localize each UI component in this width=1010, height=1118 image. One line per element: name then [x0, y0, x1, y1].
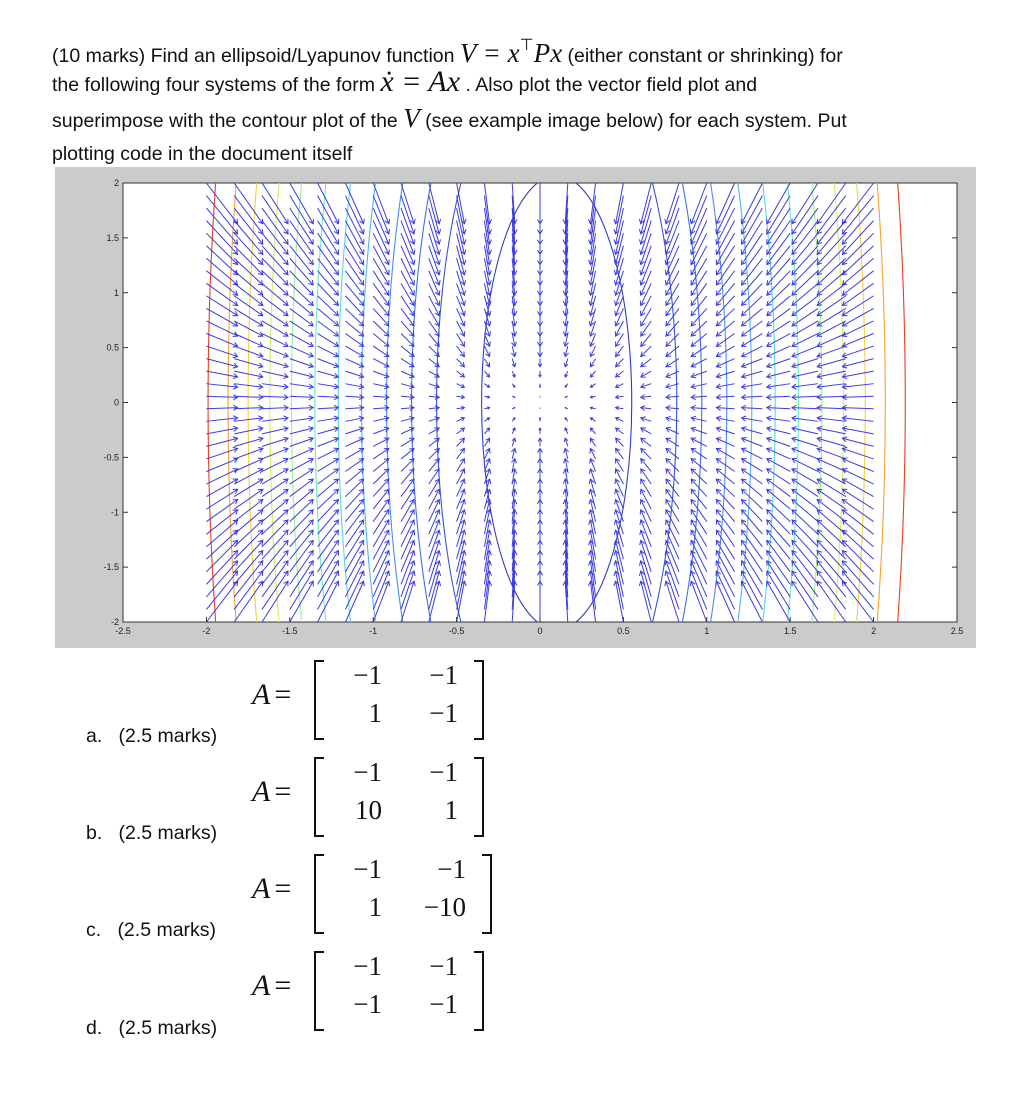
item-marks: (2.5 marks) [118, 822, 218, 844]
formula-px: Px [533, 38, 563, 68]
cell-12: −1 [429, 660, 458, 690]
cell-21: 1 [368, 892, 382, 922]
x-tick-label: -2.5 [115, 626, 131, 636]
x-tick-label: -0.5 [448, 626, 465, 636]
v-symbol: V [403, 103, 420, 133]
right-bracket [474, 660, 484, 740]
y-tick-label: 1 [113, 287, 119, 298]
x-tick-label: -2 [202, 626, 211, 636]
line3-tail: (see example image below) for each system. Put [425, 110, 847, 132]
line2-tail: . Also plot the vector field plot and [465, 74, 758, 96]
y-tick-label: -2 [110, 617, 119, 627]
item-d [86, 1017, 217, 1040]
y-tick-label: -1.5 [103, 562, 119, 573]
cell-21: 1 [368, 698, 382, 728]
matrix-lhs [252, 678, 291, 712]
x-tick-label: 2.5 [950, 626, 964, 636]
matrix-lhs [252, 969, 291, 1003]
right-bracket [474, 757, 484, 837]
cell-22: −1 [429, 698, 458, 728]
cell-22: −1 [429, 989, 458, 1019]
lhs-b: A [252, 775, 271, 808]
x-tick-label: 1.5 [783, 626, 797, 636]
x-tick-label: 0 [537, 626, 543, 636]
example-plot [55, 167, 976, 648]
left-bracket [314, 660, 324, 740]
formula-v-eq-x: V = x [459, 38, 520, 68]
item-marks: (2.5 marks) [117, 919, 217, 941]
item-label: c. [86, 919, 102, 941]
cell-22: 1 [444, 795, 458, 825]
question-line-1 [52, 28, 992, 68]
item-marks: (2.5 marks) [118, 1017, 218, 1039]
x-tick-label: -1.5 [282, 626, 298, 636]
line2-text: the following four systems of the form [52, 74, 375, 96]
cell-21: 10 [355, 795, 382, 825]
item-marks: (2.5 marks) [118, 725, 218, 747]
system-formula: ẋ = Ax [380, 65, 461, 98]
cell-22: −10 [423, 892, 466, 922]
cell-21: −1 [353, 989, 382, 1019]
item-label: b. [86, 822, 103, 844]
line3-pre: superimpose with the contour plot of the [52, 110, 398, 132]
cell-11: −1 [353, 951, 382, 981]
transpose-sup: ⊤ [519, 37, 534, 54]
cell-11: −1 [353, 660, 382, 690]
lhs-a: A [252, 678, 271, 711]
y-tick-label: -0.5 [103, 452, 119, 463]
line1-text: (10 marks) Find an ellipsoid/Lyapunov function [52, 45, 455, 67]
cell-11: −1 [353, 854, 382, 884]
equals-sign: = [274, 969, 292, 1002]
x-tick-label: 2 [871, 626, 877, 636]
lhs-c: A [252, 872, 271, 905]
item-label: d. [86, 1017, 103, 1039]
left-bracket [314, 854, 324, 934]
equals-sign: = [274, 678, 292, 711]
equals-sign: = [274, 872, 292, 905]
cell-11: −1 [353, 757, 382, 787]
equals-sign: = [274, 775, 292, 808]
line1-tail: (either constant or shrinking) for [567, 45, 843, 67]
x-tick-label: 1 [704, 626, 710, 636]
y-tick-label: -1 [110, 507, 119, 518]
cell-12: −1 [429, 757, 458, 787]
lhs-d: A [252, 969, 271, 1002]
x-tick-label: -1 [369, 626, 378, 636]
left-bracket [314, 757, 324, 837]
item-c [86, 919, 216, 942]
cell-12: −1 [429, 951, 458, 981]
question-line-2 [52, 64, 992, 100]
question-line-3 [52, 100, 992, 136]
question-text [52, 28, 992, 172]
example-plot-figure [55, 167, 976, 648]
item-b [86, 822, 217, 845]
y-tick-label: 2 [113, 178, 119, 188]
y-tick-label: 0.5 [106, 342, 119, 353]
cell-12: −1 [437, 854, 466, 884]
x-tick-label: 0.5 [617, 626, 630, 636]
y-tick-label: 1.5 [106, 232, 119, 243]
y-tick-label: 0 [113, 397, 119, 408]
matrix-lhs [252, 872, 291, 906]
matrix-lhs [252, 775, 291, 809]
right-bracket [482, 854, 492, 934]
right-bracket [474, 951, 484, 1031]
line4-text: plotting code in the document itself [52, 143, 353, 165]
left-bracket [314, 951, 324, 1031]
item-label: a. [86, 725, 103, 747]
item-a [86, 725, 217, 748]
